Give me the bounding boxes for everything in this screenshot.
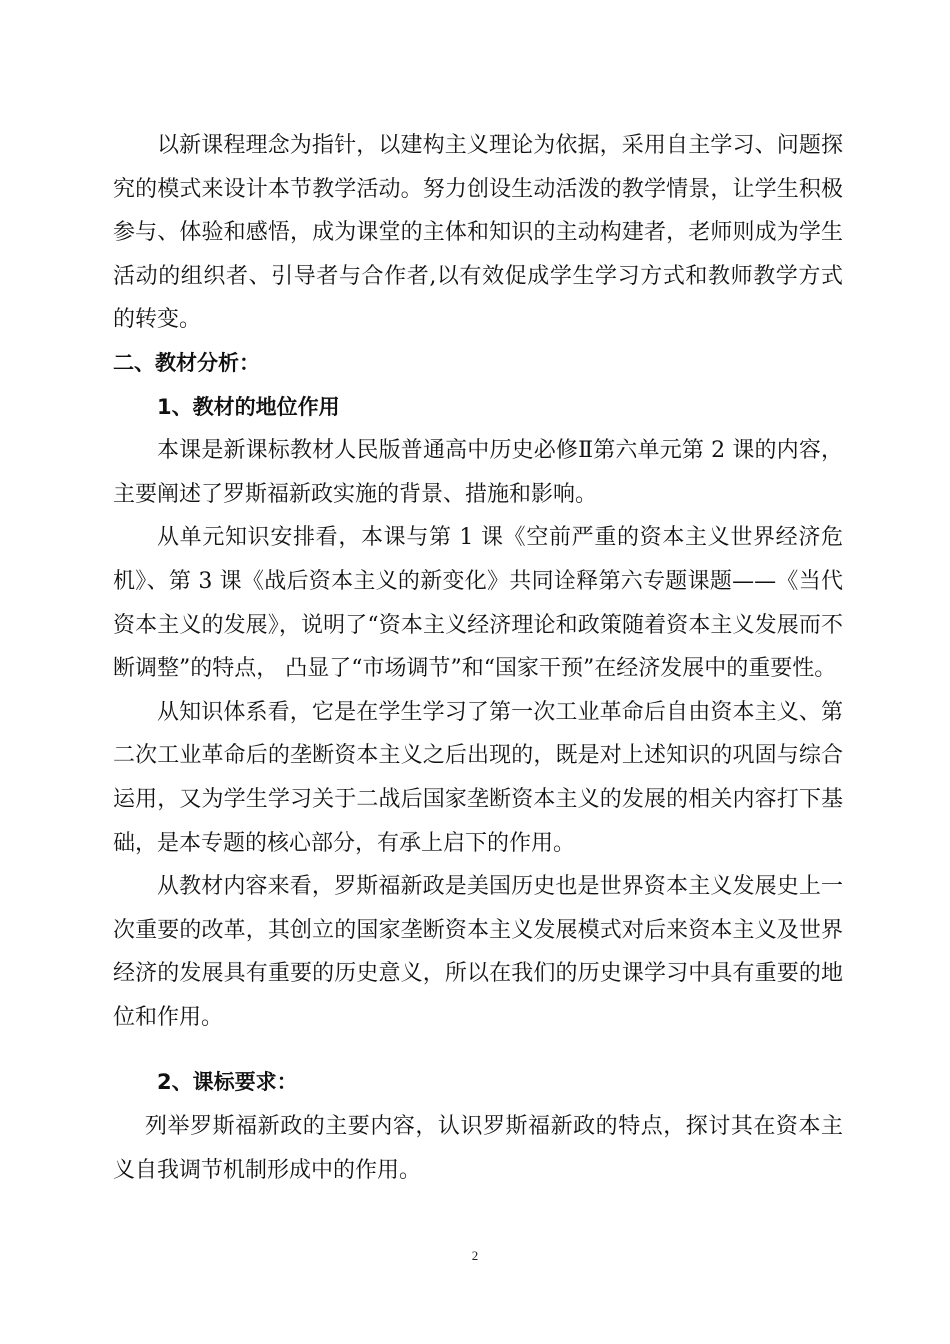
intro-paragraph: 以新课程理念为指针，以建构主义理论为依据，采用自主学习、问题探究的模式来设计本节教学活动。努力创设生动活泼的教学情景，让学生积极参与、体验和感悟，成为课堂的主体和知识的主动构建者，老师则成为学生活动的组织者、引导者与合作者,以有效促成学生学习方式和教师教学方式的转变。 bbox=[113, 133, 843, 333]
paragraph-curriculum-requirements: 列举罗斯福新政的主要内容，认识罗斯福新政的特点，探讨其在资本主义自我调节机制形成中的作用。 bbox=[113, 1114, 843, 1183]
paragraph-textbook-content: 从教材内容来看，罗斯福新政是美国历史也是世界资本主义发展史上一次重要的改革，其创立的国家垄断资本主义发展模式对后来资本主义及世界经济的发展具有重要的历史意义，所以在我们的历史课学习中具有重要的地位和作用。 bbox=[113, 874, 843, 1030]
paragraph-unit-arrangement: 从单元知识安排看，本课与第 1 课《空前严重的资本主义世界经济危机》、第 3 课《战后资本主义的新变化》共同诠释第六专题课题——《当代资本主义的发展》，说明了“资本主义经济理论和政策随着资本主义发展而不断调整”的特点， 凸显了“市场调节”和“国家干预”在经济发展中的重要性。 bbox=[113, 525, 843, 682]
section-heading-textbook-analysis: 二、教材分析： bbox=[113, 350, 260, 375]
subheading-curriculum-requirements: 2、课标要求： bbox=[157, 1070, 298, 1095]
subheading-status-role: 1、教材的地位作用 bbox=[157, 394, 340, 419]
document-body bbox=[113, 124, 843, 1192]
page-number: 2 bbox=[471, 1248, 479, 1263]
paragraph-lesson-content: 本课是新课标教材人民版普通高中历史必修Ⅱ第六单元第 2 课的内容，主要阐述了罗斯福新政实施的背景、措施和影响。 bbox=[113, 438, 843, 507]
spacer bbox=[113, 1039, 843, 1061]
paragraph-knowledge-system: 从知识体系看，它是在学生学习了第一次工业革命后自由资本主义、第二次工业革命后的垄断资本主义之后出现的，既是对上述知识的巩固与综合运用，又为学生学习关于二战后国家垄断资本主义的发展的相关内容打下基础，是本专题的核心部分，有承上启下的作用。 bbox=[113, 699, 843, 856]
